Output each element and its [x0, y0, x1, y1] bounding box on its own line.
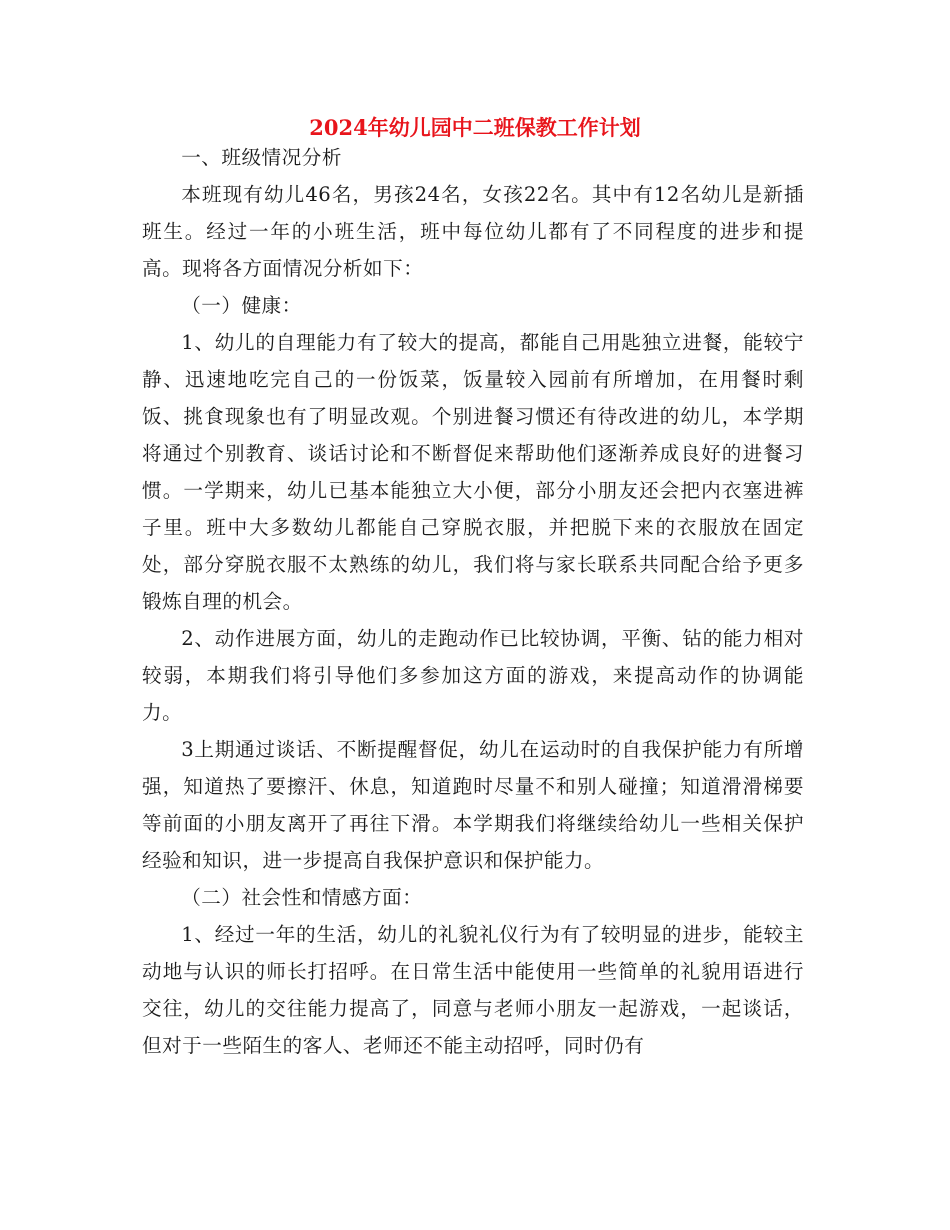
social-paragraph-1: 1、经过一年的生活，幼儿的礼貌礼仪行为有了较明显的进步，能较主动地与认识的师长打招呼。在日常生活中能使用一些简单的礼貌用语进行交往，幼儿的交往能力提高了，同意与老师小朋友一起游戏，一起谈话，但对于一些陌生的客人、老师还不能主动招呼，同时仍有	[142, 923, 804, 1057]
health-paragraph-1: 1、幼儿的自理能力有了较大的提高，都能自己用匙独立进餐，能较宁静、迅速地吃完自己的一份饭菜，饭量较入园前有所增加，在用餐时剩饭、挑食现象也有了明显改观。个别进餐习惯还有待改进的幼儿，本学期将通过个别教育、谈话讨论和不断督促来帮助他们逐渐养成良好的进餐习惯。一学期来，幼儿已基本能独立大小便，部分小朋友还会把内衣塞进裤子里。班中大多数幼儿都能自己穿脱衣服，并把脱下来的衣服放在固定处，部分穿脱衣服不太熟练的幼儿，我们将与家长联系共同配合给予更多锻炼自理的机会。	[142, 331, 804, 613]
intro-paragraph: 本班现有幼儿46名，男孩24名，女孩22名。其中有12名幼儿是新插班生。经过一年的小班生活，班中每位幼儿都有了不同程度的进步和提高。现将各方面情况分析如下：	[142, 183, 804, 280]
subsection-heading-social: （二）社会性和情感方面：	[181, 886, 423, 909]
document-title: 2024年幼儿园中二班保教工作计划	[309, 115, 641, 140]
document-body	[142, 139, 804, 1064]
health-paragraph-3: 3上期通过谈话、不断提醒督促，幼儿在运动时的自我保护能力有所增强，知道热了要擦汗、休息，知道跑时尽量不和别人碰撞；知道滑滑梯要等前面的小朋友离开了再往下滑。本学期我们将继续给幼儿一些相关保护经验和知识，进一步提高自我保护意识和保护能力。	[142, 738, 804, 872]
health-paragraph-2: 2、动作进展方面，幼儿的走跑动作已比较协调，平衡、钻的能力相对较弱，本期我们将引导他们多参加这方面的游戏，来提高动作的协调能力。	[142, 627, 804, 724]
section-heading-class-analysis: 一、班级情况分析	[181, 146, 342, 169]
subsection-heading-health: （一）健康：	[181, 294, 302, 317]
